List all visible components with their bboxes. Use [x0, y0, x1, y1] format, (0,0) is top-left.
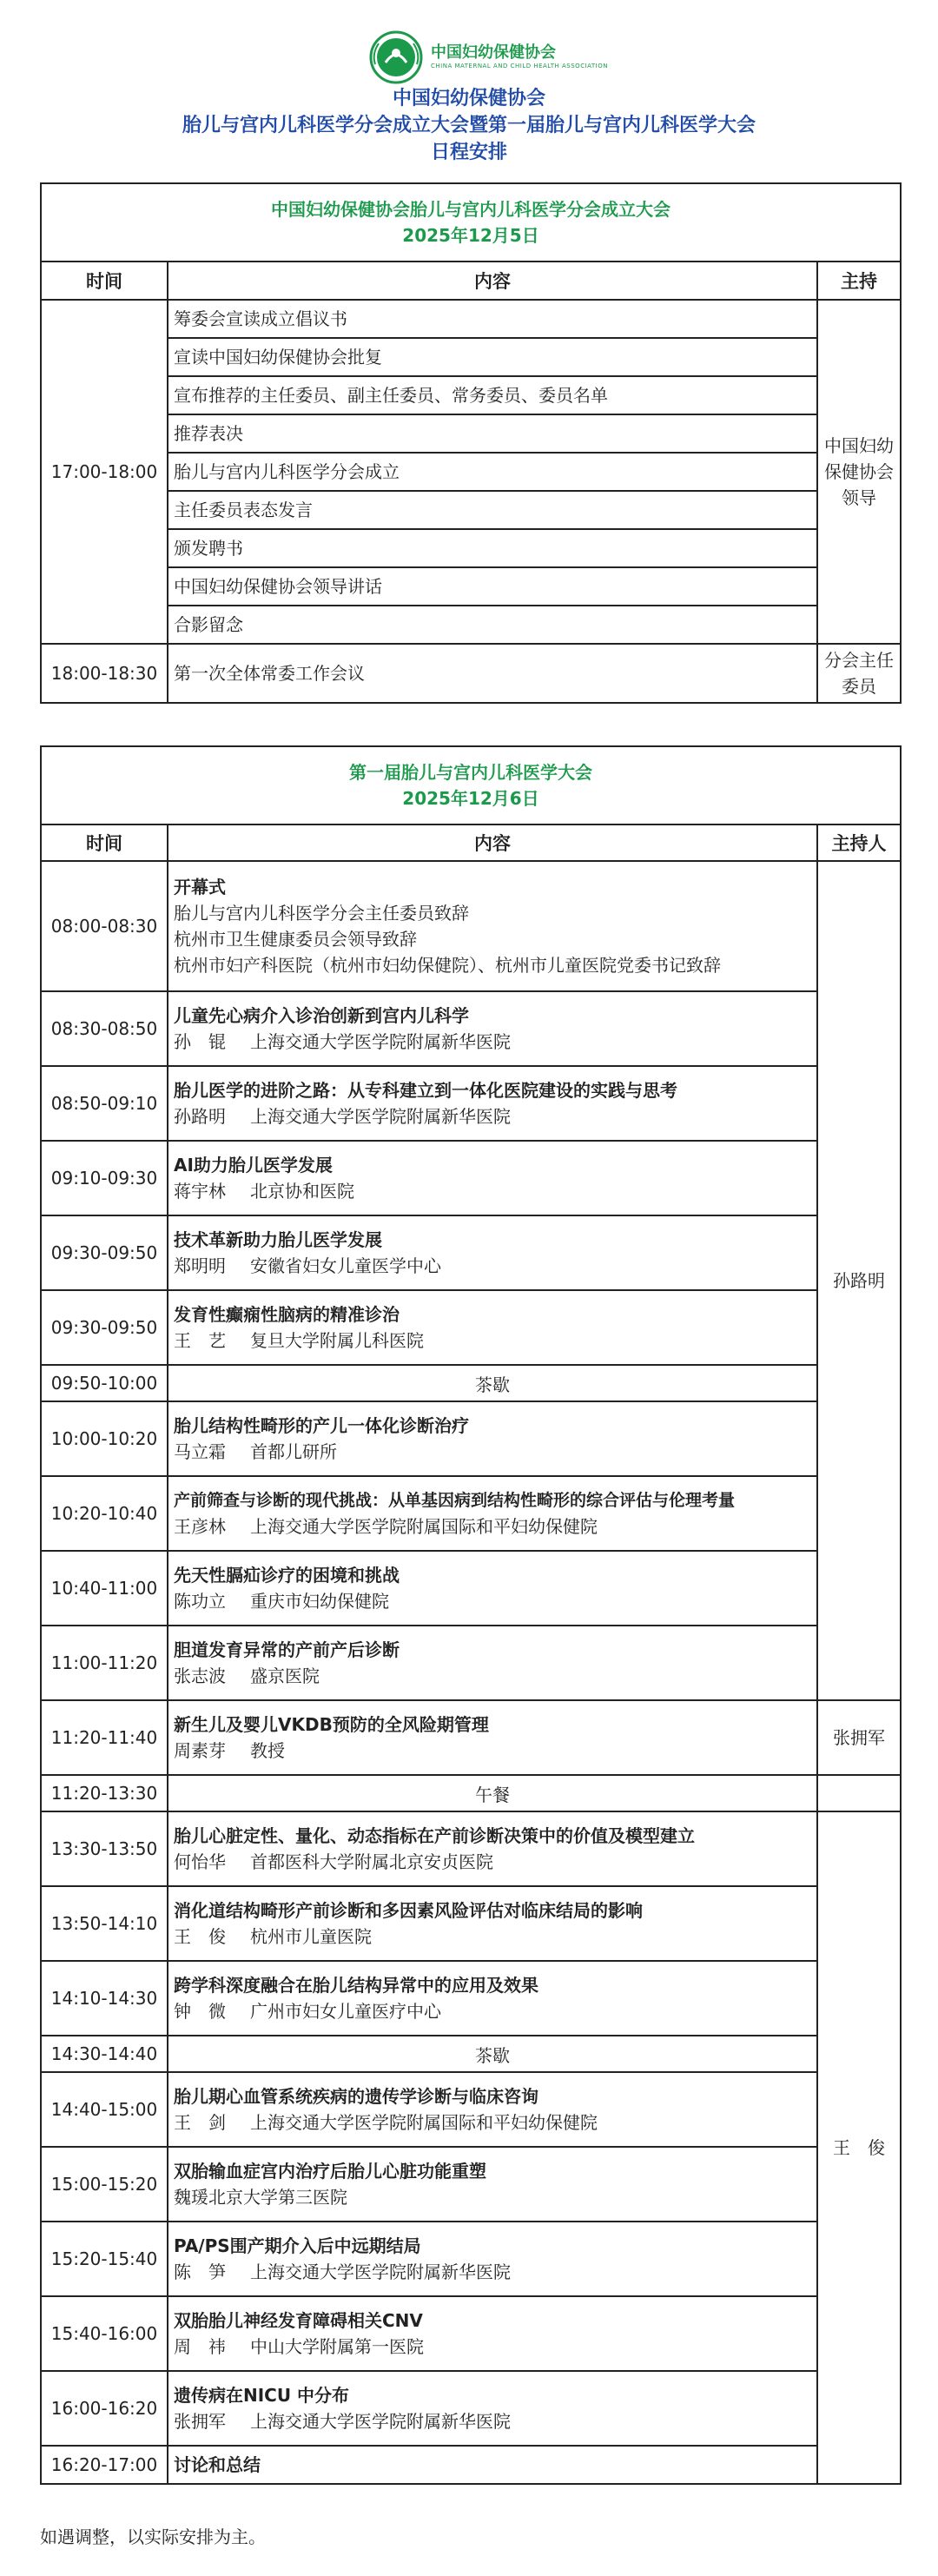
time-cell: 09:30-09:50 [41, 1290, 168, 1365]
table1-date: 2025年12月5日 [402, 225, 539, 246]
speaker-org: 盛京医院 [250, 1665, 320, 1686]
col-content: 内容 [168, 262, 817, 300]
time-cell: 11:00-11:20 [41, 1626, 168, 1700]
speaker-name: 王 艺 [174, 1330, 226, 1351]
table1-header [41, 183, 901, 262]
session-cell [168, 1066, 817, 1141]
session-title: 先天性膈疝诊疗的困境和挑战 [174, 1565, 400, 1586]
speaker-name: 马立霜 [174, 1441, 226, 1462]
session-cell [168, 2371, 817, 2446]
session-title: 胎儿医学的进阶之路：从专科建立到一体化医院建设的实践与思考 [174, 1080, 677, 1101]
title-line-3: 日程安排 [430, 142, 507, 163]
speaker-org: 北京协和医院 [250, 1181, 354, 1202]
host-cell [817, 300, 901, 644]
page-title [0, 85, 938, 166]
footnote: 如遇调整，以实际安排为主。 [40, 2526, 266, 2547]
speaker-name: 周素芽 [174, 1740, 226, 1761]
host-cell [817, 644, 901, 703]
time-cell: 09:10-09:30 [41, 1141, 168, 1215]
session-cell [168, 1290, 817, 1365]
speaker-org: 杭州市儿童医院 [250, 1926, 372, 1947]
speaker-name: 孙 锟 [174, 1031, 226, 1052]
time-cell: 16:20-17:00 [41, 2446, 168, 2484]
host-name: 中国妇幼保健协会领导 [824, 435, 894, 508]
session-title: 胎儿心脏定性、量化、动态指标在产前诊断决策中的价值及模型建立 [174, 1825, 695, 1846]
session-cell [168, 1626, 817, 1700]
session-cell [168, 991, 817, 1066]
session-cell [168, 1215, 817, 1290]
speaker-org: 上海交通大学医学院附属新华医院 [250, 2261, 511, 2282]
host-name: 分会主任委员 [824, 650, 894, 697]
speaker-org: 上海交通大学医学院附属新华医院 [250, 2411, 511, 2432]
time-cell: 16:00-16:20 [41, 2371, 168, 2446]
session-cell [168, 1961, 817, 2036]
session-title: 技术革新助力胎儿医学发展 [174, 1229, 382, 1250]
speaker-name: 郑明明 [174, 1255, 226, 1276]
agenda-item: 宣读中国妇幼保健协会批复 [168, 338, 817, 376]
agenda-item: 胎儿与宫内儿科医学分会成立 [168, 453, 817, 491]
speaker-name: 何怡华 [174, 1851, 226, 1872]
session-cell [168, 1141, 817, 1215]
session-title: 胆道发育异常的产前产后诊断 [174, 1639, 400, 1660]
session-title: 跨学科深度融合在胎儿结构异常中的应用及效果 [174, 1975, 538, 1996]
speaker-org: 上海交通大学医学院附属国际和平妇幼保健院 [250, 2112, 598, 2133]
session-title: 双胎胎儿神经发育障碍相关CNV [174, 2310, 423, 2331]
agenda-item: 合影留念 [168, 606, 817, 644]
time-cell: 09:50-10:00 [41, 1365, 168, 1401]
time-cell: 17:00-18:00 [41, 300, 168, 644]
session-title: 儿童先心病介入诊治创新到宫内儿科学 [174, 1005, 469, 1026]
session-title: 开幕式 [174, 877, 226, 897]
session-cell [168, 1886, 817, 1961]
agenda-item: 第一次全体常委工作会议 [168, 644, 817, 703]
session-title: AI助力胎儿医学发展 [174, 1155, 333, 1175]
association-logo [368, 30, 608, 85]
time-cell: 14:10-14:30 [41, 1961, 168, 2036]
col-content: 内容 [168, 824, 817, 861]
time-cell: 08:00-08:30 [41, 861, 168, 991]
time-cell: 13:50-14:10 [41, 1886, 168, 1961]
time-cell: 10:40-11:00 [41, 1551, 168, 1626]
session-cell [168, 1700, 817, 1775]
session-title: 遗传病在NICU 中分布 [174, 2385, 350, 2406]
session-title: 胎儿结构性畸形的产儿一体化诊断治疗 [174, 1415, 469, 1436]
col-host: 主持 [817, 262, 901, 300]
speaker-org: 上海交通大学医学院附属新华医院 [250, 1031, 511, 1052]
session-line: 胎儿与宫内儿科医学分会主任委员致辞 [174, 903, 469, 924]
time-cell: 10:20-10:40 [41, 1476, 168, 1551]
speaker-org: 教授 [250, 1740, 285, 1761]
session-title: 双胎输血症宫内治疗后胎儿心脏功能重塑 [174, 2161, 486, 2182]
schedule-table-day1 [40, 182, 902, 704]
association-seal-icon [368, 30, 424, 85]
speaker-name: 王 俊 [174, 1926, 226, 1947]
speaker-org: 复旦大学附属儿科医院 [250, 1330, 424, 1351]
host-cell: 王 俊 [817, 1811, 901, 2484]
speaker-org: 重庆市妇幼保健院 [250, 1591, 389, 1612]
speaker-name: 孙路明 [174, 1106, 226, 1127]
host-cell: 张拥军 [817, 1700, 901, 1775]
time-cell: 15:40-16:00 [41, 2296, 168, 2371]
table1-title: 中国妇幼保健协会胎儿与宫内儿科医学分会成立大会 [271, 199, 670, 220]
col-time: 时间 [41, 824, 168, 861]
speaker-org: 中山大学附属第一医院 [250, 2336, 424, 2357]
time-cell: 09:30-09:50 [41, 1215, 168, 1290]
time-cell: 11:20-13:30 [41, 1775, 168, 1811]
speaker-org: 安徽省妇女儿童医学中心 [250, 1255, 441, 1276]
break-cell: 午餐 [168, 1775, 817, 1811]
session-cell [168, 1476, 817, 1551]
time-cell: 15:20-15:40 [41, 2222, 168, 2296]
session-title: 讨论和总结 [174, 2454, 261, 2475]
session-cell [168, 861, 817, 991]
time-cell: 11:20-11:40 [41, 1700, 168, 1775]
speaker-name: 张志波 [174, 1665, 226, 1686]
session-title: 胎儿期心血管系统疾病的遗传学诊断与临床咨询 [174, 2086, 538, 2107]
session-title: 发育性癫痫性脑病的精准诊治 [174, 1304, 400, 1325]
title-line-2: 胎儿与宫内儿科医学分会成立大会暨第一届胎儿与宫内儿科医学大会 [182, 115, 756, 136]
time-cell: 14:40-15:00 [41, 2072, 168, 2147]
table2-date: 2025年12月6日 [402, 788, 539, 809]
speaker-name: 魏瑗 [174, 2187, 208, 2208]
table2-title: 第一届胎儿与宫内儿科医学大会 [349, 762, 592, 783]
agenda-item: 颁发聘书 [168, 529, 817, 567]
host-cell: 孙路明 [817, 861, 901, 1700]
session-line: 杭州市妇产科医院（杭州市妇幼保健院）、杭州市儿童医院党委书记致辞 [174, 955, 721, 976]
logo-subtitle: CHINA MATERNAL AND CHILD HEALTH ASSOCIATION [431, 63, 608, 70]
empty-host-cell [817, 1775, 901, 1811]
table2-header [41, 746, 901, 824]
speaker-name: 王 剑 [174, 2112, 226, 2133]
col-host: 主持人 [817, 824, 901, 861]
speaker-name: 张拥军 [174, 2411, 226, 2432]
speaker-name: 周 祎 [174, 2336, 226, 2357]
break-cell: 茶歇 [168, 1365, 817, 1401]
schedule-table-day2 [40, 745, 902, 2485]
agenda-item: 推荐表决 [168, 414, 817, 453]
session-cell [168, 1401, 817, 1476]
session-cell [168, 1551, 817, 1626]
logo-name: 中国妇幼保健协会 [431, 43, 556, 62]
session-cell [168, 2296, 817, 2371]
title-line-1: 中国妇幼保健协会 [392, 88, 545, 109]
speaker-org: 首都儿研所 [250, 1441, 337, 1462]
agenda-item: 中国妇幼保健协会领导讲话 [168, 567, 817, 606]
time-cell: 10:00-10:20 [41, 1401, 168, 1476]
session-title: 产前筛查与诊断的现代挑战：从单基因病到结构性畸形的综合评估与伦理考量 [174, 1491, 736, 1510]
speaker-org: 广州市妇女儿童医疗中心 [250, 2001, 441, 2022]
session-title: 新生儿及婴儿VKDB预防的全风险期管理 [174, 1714, 489, 1735]
session-title: PA/PS围产期介入后中远期结局 [174, 2235, 421, 2256]
time-cell: 14:30-14:40 [41, 2036, 168, 2072]
session-line: 杭州市卫生健康委员会领导致辞 [174, 929, 417, 950]
agenda-item: 宣布推荐的主任委员、副主任委员、常务委员、委员名单 [168, 376, 817, 414]
session-cell [168, 1811, 817, 1886]
session-cell [168, 2222, 817, 2296]
session-title: 消化道结构畸形产前诊断和多因素风险评估对临床结局的影响 [174, 1900, 643, 1921]
speaker-org: 上海交通大学医学院附属新华医院 [250, 1106, 511, 1127]
speaker-name: 蒋宇林 [174, 1181, 226, 1202]
speaker-name: 王彦林 [174, 1516, 226, 1537]
time-cell: 13:30-13:50 [41, 1811, 168, 1886]
time-cell: 18:00-18:30 [41, 644, 168, 703]
speaker-org: 上海交通大学医学院附属国际和平妇幼保健院 [250, 1516, 598, 1537]
speaker-name: 陈 笋 [174, 2261, 226, 2282]
break-cell: 茶歇 [168, 2036, 817, 2072]
speaker-name: 钟 微 [174, 2001, 226, 2022]
session-cell [168, 2147, 817, 2222]
time-cell: 08:50-09:10 [41, 1066, 168, 1141]
session-cell [168, 2446, 817, 2484]
time-cell: 08:30-08:50 [41, 991, 168, 1066]
speaker-org: 北京大学第三医院 [208, 2187, 347, 2208]
session-cell [168, 2072, 817, 2147]
speaker-name: 陈功立 [174, 1591, 226, 1612]
agenda-item: 主任委员表态发言 [168, 491, 817, 529]
speaker-org: 首都医科大学附属北京安贞医院 [250, 1851, 493, 1872]
time-cell: 15:00-15:20 [41, 2147, 168, 2222]
agenda-item: 筹委会宣读成立倡议书 [168, 300, 817, 338]
col-time: 时间 [41, 262, 168, 300]
